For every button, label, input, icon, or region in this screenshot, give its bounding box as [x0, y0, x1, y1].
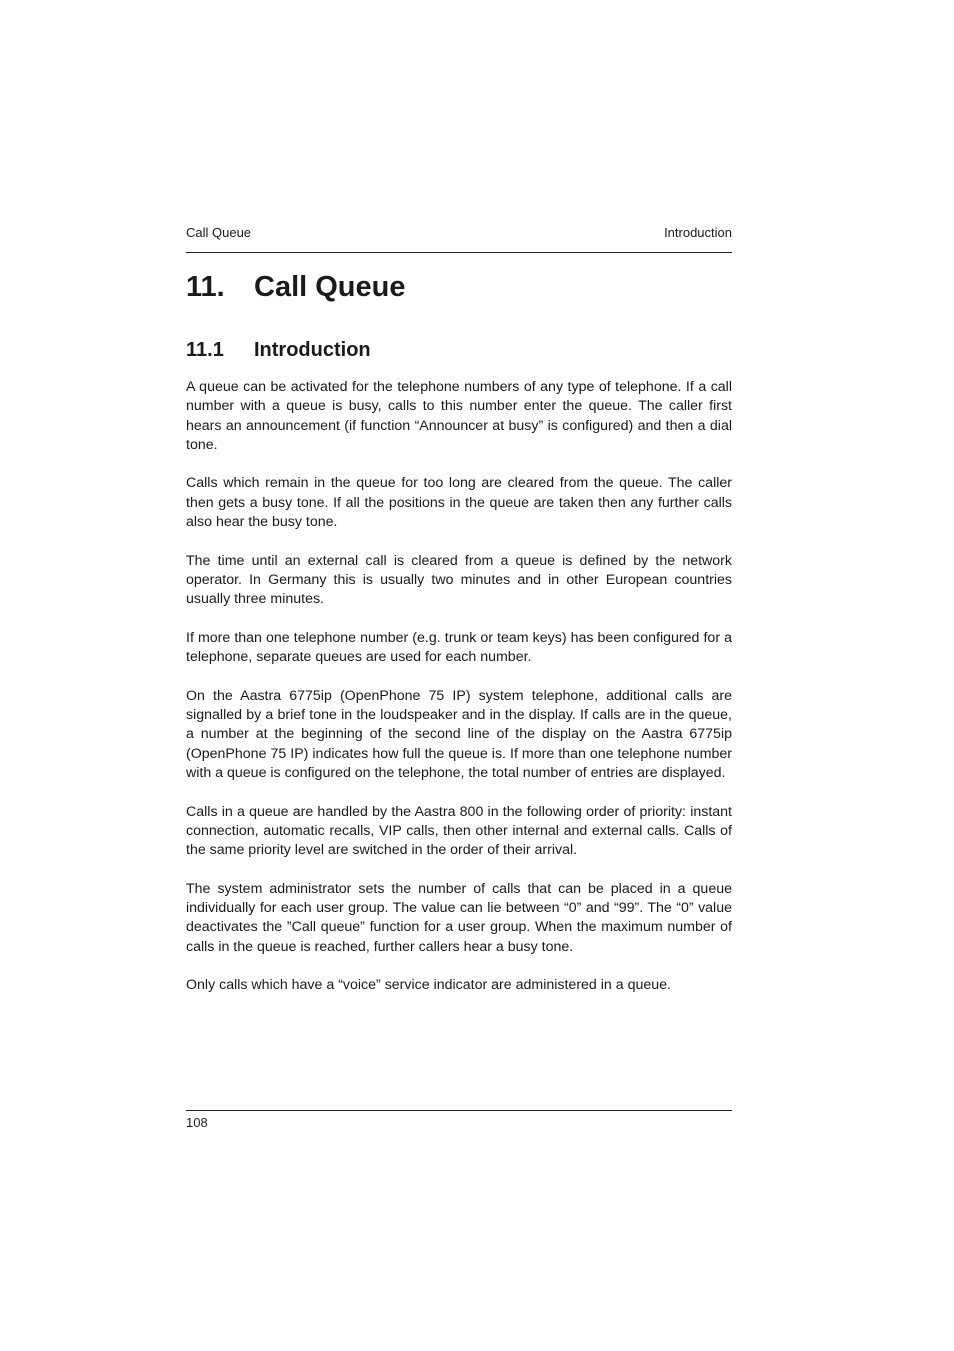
paragraph: Calls in a queue are handled by the Aastra 800 in the following order of priority: instant connection, automatic recalls, VIP calls, then other internal and external calls. Calls of the same priority level are switched in the order of their arrival.	[186, 803, 732, 859]
header-section-label: Introduction	[664, 225, 732, 240]
paragraph: The time until an external call is cleared from a queue is defined by the network operator. In Germany this is usually two minutes and in other European countries usually three minutes.	[186, 552, 732, 608]
section-title-text: Introduction	[254, 339, 371, 361]
paragraph: Calls which remain in the queue for too long are cleared from the queue. The caller then gets a busy tone. If all the positions in the queue are taken then any further calls also hear the busy tone.	[186, 475, 732, 531]
header-divider	[186, 252, 732, 253]
section-title	[186, 336, 371, 364]
running-header	[186, 223, 732, 243]
page-number: 108	[186, 1115, 208, 1130]
paragraph: A queue can be activated for the telephone numbers of any type of telephone. If a call number with a queue is busy, calls to this number enter the queue. The caller first hears an announcement (if function “Announcer at busy” is configured) and then a dial tone.	[186, 379, 732, 453]
paragraph: The system administrator sets the number of calls that can be placed in a queue individually for each user group. The value can lie between “0” and “99”. The “0” value deactivates the ”Call queue” function for a user group. When the maximum number of calls in the queue is reached, further callers hear a busy tone.	[186, 880, 732, 955]
section-number: 11.1	[186, 339, 224, 361]
chapter-title-text: Call Queue	[254, 271, 406, 303]
chapter-title	[186, 268, 406, 306]
paragraph: Only calls which have a “voice” service indicator are administered in a queue.	[186, 977, 671, 994]
paragraph: On the Aastra 6775ip (OpenPhone 75 IP) system telephone, additional calls are signalled by a brief tone in the loudspeaker and in the display. If calls are in the queue, a number at the beginning of the second line of the display on the Aastra 6775ip (OpenPhone 75 IP) indicates how full the queue is. If more than one telephone number with a queue is configured on the telephone, the total number of entries are displayed.	[186, 687, 732, 781]
chapter-number: 11.	[186, 271, 225, 303]
body-text	[186, 378, 732, 1015]
footer-divider	[186, 1110, 732, 1111]
paragraph: If more than one telephone number (e.g. trunk or team keys) has been configured for a telephone, separate queues are used for each number.	[186, 629, 732, 666]
header-chapter-label: Call Queue	[186, 225, 252, 240]
